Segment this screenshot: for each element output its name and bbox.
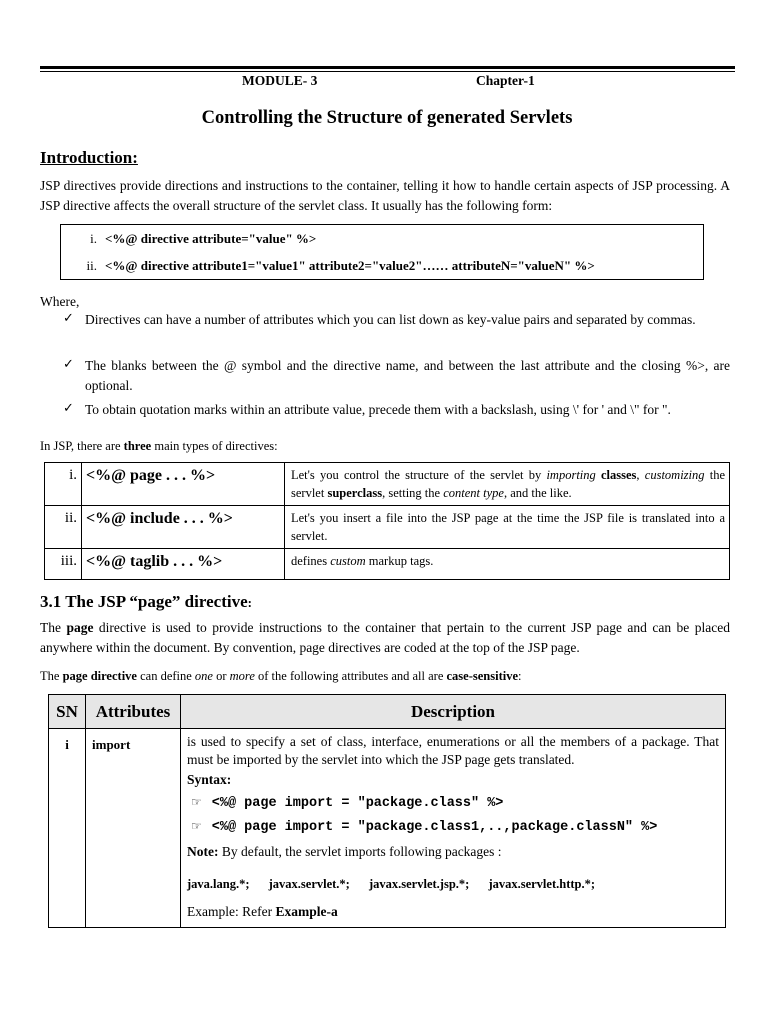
description-text: is used to specify a set of class, interface, enumerations or all the members of a package. That must be imported by the servlet into which the JSP page gets translated. (187, 734, 719, 767)
directive-desc (285, 549, 730, 580)
checkmark-icon: ✓ (63, 400, 74, 415)
package-item: javax.servlet.jsp.*; (368, 877, 470, 891)
table-row (45, 506, 730, 549)
intro-heading: Introduction: (40, 148, 138, 167)
intro-paragraph: JSP directives provide directions and instructions to the container, telling it how to handle certain aspects of JSP processing. A JSP directive affects the overall structure of the servlet class. It usually has the following form: (40, 178, 730, 213)
col-header-sn: SN (49, 695, 86, 729)
text-run: , (636, 468, 645, 482)
package-item: java.lang.*; (187, 877, 250, 891)
text-run: can define (136, 669, 195, 683)
section-paragraph-2 (40, 666, 730, 686)
text-run: case-sensitive (446, 669, 519, 683)
text-run: superclass (327, 486, 383, 500)
text-run: The (40, 620, 67, 635)
text-run: or (212, 669, 230, 683)
text-run: : (518, 669, 522, 683)
syntax-label: Syntax: (187, 772, 232, 787)
checkmark-icon: ✓ (63, 356, 74, 371)
text-run: page (66, 620, 94, 635)
package-list (187, 875, 719, 893)
form-text: <%@ directive attribute1="value1" attribute2="value2"…… attributeN="valueN" %> (105, 258, 595, 273)
list-item: To obtain quotation marks within an attribute value, precede them with a backslash, using \' for ' and \" for ". (85, 402, 671, 417)
section-paragraph (40, 618, 730, 658)
directive-syntax: <%@ page . . . %> (82, 463, 285, 506)
text-run: customizing (644, 468, 705, 482)
table-row (49, 729, 726, 928)
row-attribute: import (86, 729, 181, 928)
text-run: one (194, 669, 213, 683)
row-number: ii. (45, 506, 82, 549)
form-row: ii. <%@ directive attribute1="value1" attribute2="value2"…… attributeN="valueN" %> (86, 258, 595, 273)
page-title: Controlling the Structure of generated Servlets (201, 108, 573, 128)
package-item: javax.servlet.http.*; (488, 877, 596, 891)
text-run: , and the like. (503, 486, 572, 500)
row-number: i. (45, 463, 82, 506)
header-rule-thick (40, 66, 735, 69)
chapter-label: Chapter-1 (476, 73, 535, 88)
table-row (45, 463, 730, 506)
package-item: javax.servlet.*; (268, 877, 350, 891)
form-row: i. <%@ directive attribute="value" %> (90, 231, 317, 246)
directive-desc (285, 463, 730, 506)
pointing-hand-icon: ☞ (191, 795, 202, 809)
section-heading: 3.1 The JSP “page” directive: (40, 592, 252, 611)
example-reference: Example-a (275, 904, 338, 919)
table-row (45, 549, 730, 580)
text-run: directive is used to provide instructions to the container that pertain to the current JSP page and can be placed anywhere within the document. By convention, page directives are coded at the top of the JSP page. (40, 620, 730, 655)
text-run: content type (443, 486, 504, 500)
text-run: custom (330, 554, 366, 568)
text-run: classes (601, 468, 637, 482)
table-header-row (49, 695, 726, 729)
text-run: of the following attributes and all are (254, 669, 447, 683)
syntax-line: ☞ <%@ page import = "package.class" %> (191, 795, 504, 811)
module-label: MODULE- 3 (242, 73, 318, 88)
form-text: <%@ directive attribute="value" %> (105, 231, 317, 246)
col-header-description: Description (181, 695, 726, 729)
directive-forms-box (60, 224, 704, 280)
example-line: Example: Refer Example-a (187, 904, 338, 919)
types-intro: In JSP, there are three main types of directives: (40, 439, 278, 453)
directive-syntax: <%@ include . . . %> (82, 506, 285, 549)
text-run: importing (546, 468, 596, 482)
attributes-table (48, 694, 726, 928)
text-run: more (229, 669, 255, 683)
directive-syntax: <%@ taglib . . . %> (82, 549, 285, 580)
header-rule-thin (40, 71, 735, 72)
text-run: markup tags. (365, 554, 434, 568)
directive-types-table (44, 462, 730, 580)
text-run: Let's you insert a file into the JSP page at the time the JSP file is translated into a servlet. (291, 511, 725, 543)
list-item: The blanks between the @ symbol and the directive name, and between the last attribute and the closing %>, are optional. (85, 358, 730, 393)
checkmark-icon: ✓ (63, 310, 74, 325)
text-run: The (40, 669, 63, 683)
row-description (181, 729, 726, 928)
text-run: Let's you control the structure of the servlet by (291, 468, 547, 482)
note-line: Note: By default, the servlet imports following packages : (187, 844, 502, 859)
row-sn: i (49, 729, 86, 928)
col-header-attributes: Attributes (86, 695, 181, 729)
pointing-hand-icon: ☞ (191, 819, 202, 833)
syntax-line: ☞ <%@ page import = "package.class1,..,package.classN" %> (191, 819, 658, 835)
text-run: the servlet (291, 468, 726, 500)
text-run: , setting the (382, 486, 444, 500)
text-run: page directive (62, 669, 137, 683)
list-item: Directives can have a number of attributes which you can list down as key-value pairs and separated by commas. (85, 312, 696, 327)
text-run: defines (291, 554, 331, 568)
row-number: iii. (45, 549, 82, 580)
directive-desc (285, 506, 730, 549)
where-label: Where, (40, 294, 80, 309)
